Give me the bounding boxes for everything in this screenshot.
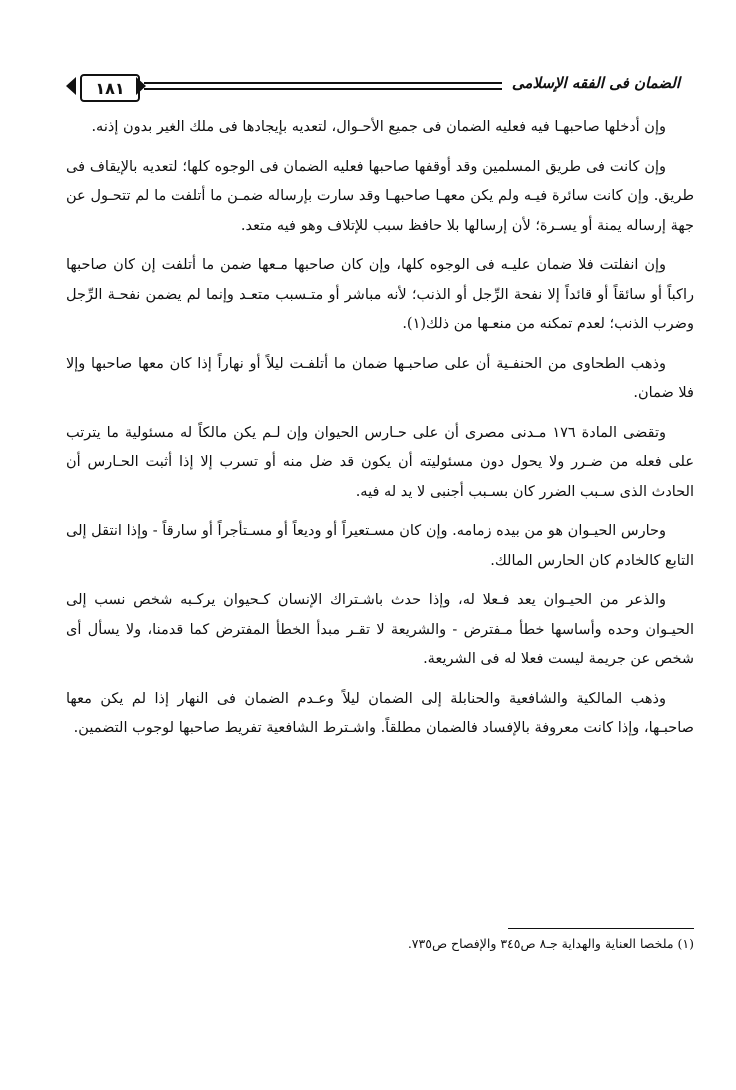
footnote-rule <box>508 928 694 929</box>
paragraph-4: وذهب الطحاوى من الحنفـية أن على صاحبـها ضمان ما أتلفـت ليلاً أو نهاراً إذا كان معها صاحبها وإلا فلا ضمان. <box>66 355 694 401</box>
left-ornament-icon <box>66 77 76 95</box>
footnote: (١) ملخصا العناية والهداية جـ٨ ص٣٤٥ والإفصاح ص٧٣٥. <box>407 936 694 951</box>
page-number: ١٨١ <box>95 78 125 98</box>
right-ornament-icon <box>136 77 146 95</box>
body-text <box>66 113 694 754</box>
page-number-box <box>80 74 140 102</box>
page-header <box>72 70 680 106</box>
paragraph-7: والذعر من الحيـوان يعد فـعلا له، وإذا حدث باشـتراك الإنسان كـحيوان يركـبه شخص نسب إلى الحيـوان وحده وأساسها خطأ مـفترض - والشريعة لا تقـر مبدأ الخطأ المفترض كما قدمنا، ولا يسأل أى شخص عن جريمة ليست فعلا له فى الشريعة. <box>66 592 694 667</box>
header-double-rule <box>144 82 502 90</box>
paragraph-6: وحارس الحيـوان هو من بيده زمامه. وإن كان مسـتعيراً أو وديعاً أو مسـتأجراً أو سارقاً - وإذا انتقل إلى التابع كالخادم كان الحارس المالك. <box>66 523 694 569</box>
paragraph-2: وإن كانت فى طريق المسلمين وقد أوقفها صاحبها فعليه الضمان فى الوجوه كلها؛ لتعديه بالإيقاف فى طريق. وإن كانت سائرة فيـه ولم يكن معهـا صاحبهـا وقد سارت بإرساله ضمـن ما أتلفت ما لم تتحـول عن جهة إرساله يمنة أو يسـرة؛ لأن إرسالها بلا حافظ سبب للإتلاف وهو فيه متعد. <box>66 158 694 234</box>
paragraph-5: وتقضى المادة ١٧٦ مـدنى مصرى أن على حـارس الحيوان وإن لـم يكن مالكاً له مسئولية ما يترتب على فعله من ضـرر ولا يحول دون مسئوليته أن يكون قد ضل منه أو تسرب إلا إذا أثبت الحـارس أن الحادث الذى سـبب الضرر كان بسـبب أجنبى لا يد له فيه. <box>66 424 694 500</box>
paragraph-3: وإن انفلتت فلا ضمان عليـه فى الوجوه كلها، وإن كان صاحبها مـعها ضمن ما أتلفت إن كان صاحبها راكباً أو سائقاً أو قائداً إلا نفحة الرِّجل أو الذنب؛ لأنه مباشر أو متـسبب متعـد وإنما لم يضمن نفحـة الرِّجل وضرب الذنب؛ لعدم تمكنه من منعـها من ذلك(١). <box>66 257 694 332</box>
paragraph-1: وإن أدخلها صاحبهـا فيه فعليه الضمان فى جميع الأحـوال، لتعديه بإيجادها فى ملك الغير بدون إذنه. <box>91 119 666 135</box>
running-title: الضمان فى الفقه الإسلامى <box>511 74 680 92</box>
paragraph-8: وذهب المالكية والشافعية والحنابلة إلى الضمان ليلاً وعـدم الضمان فى النهار إذا لم يكن معها صاحبـها، وإذا كانت معروفة بالإفساد فالضمان مطلقاً. واشـترط الشافعية تفريط صاحبها لوجوب التضمين. <box>66 690 694 736</box>
